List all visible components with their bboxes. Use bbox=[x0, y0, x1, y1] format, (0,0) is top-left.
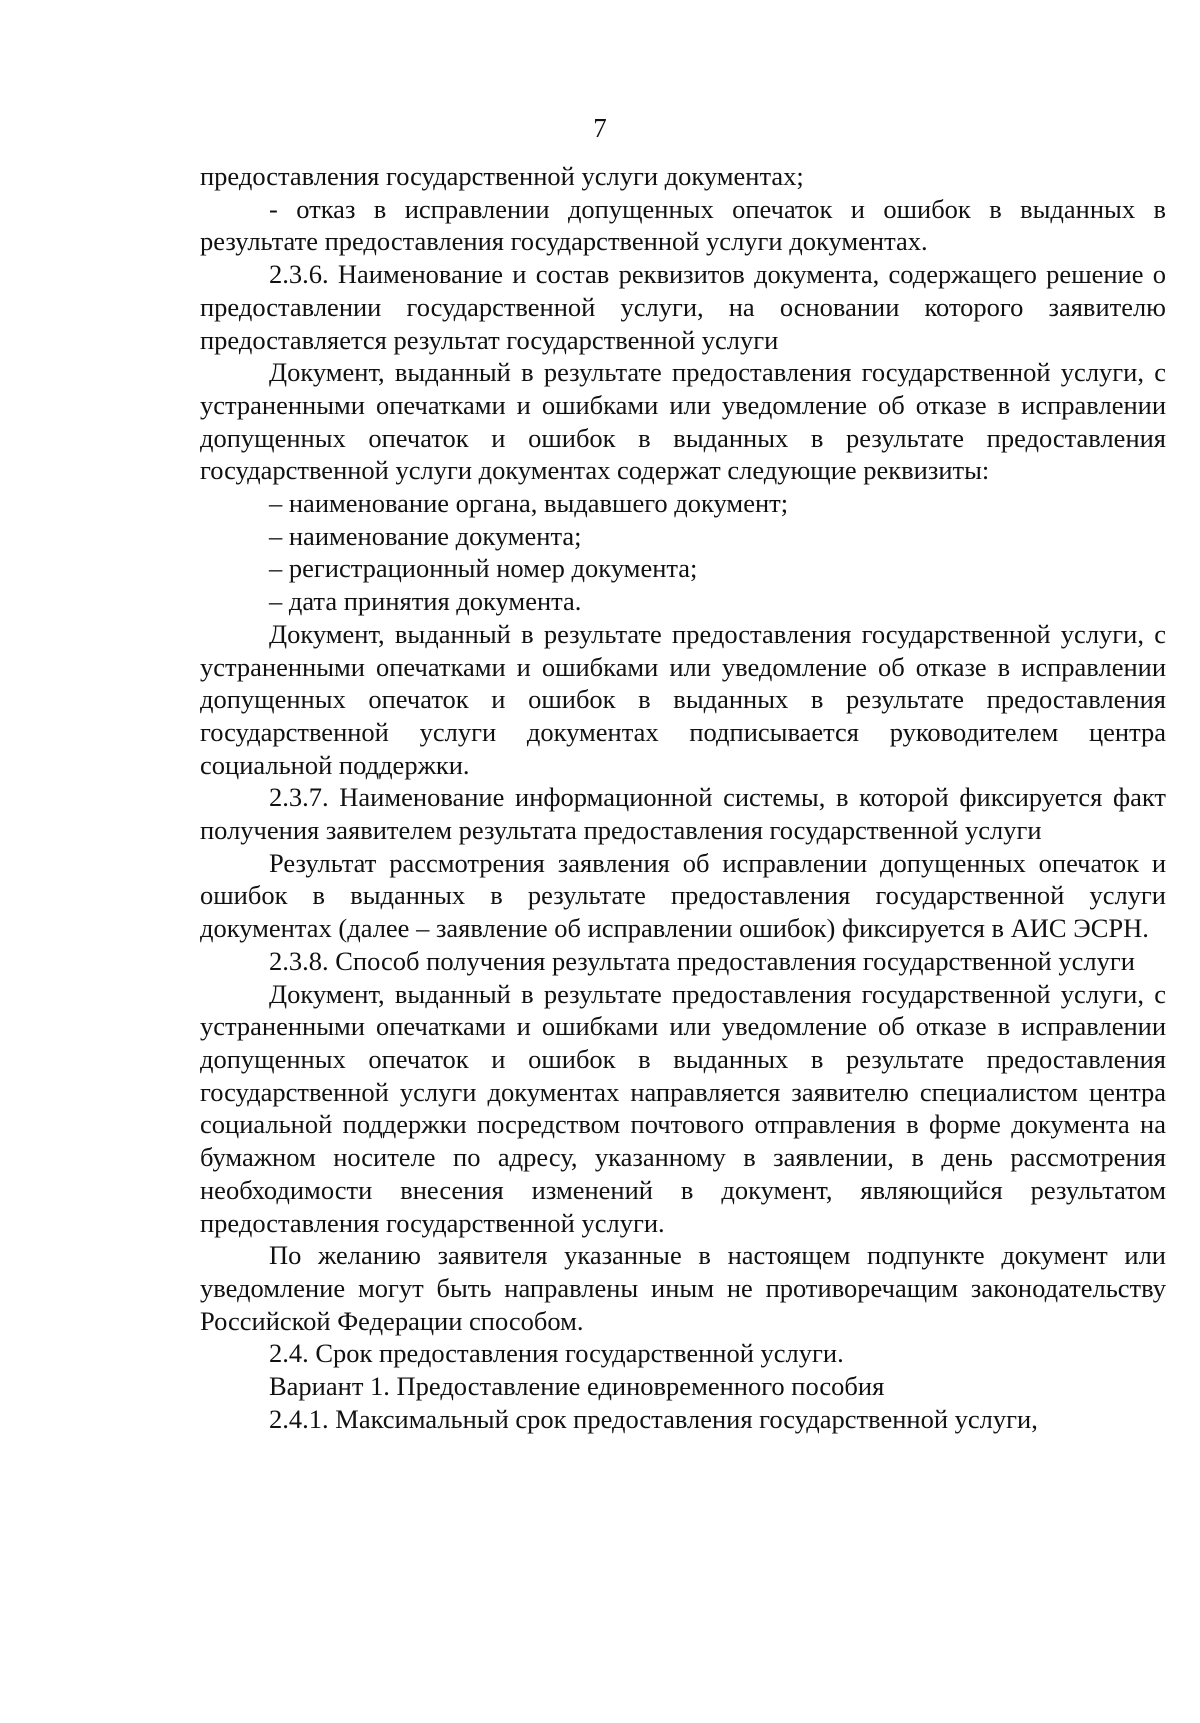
section-heading: 2.4. Срок предоставления государственной услуги. bbox=[269, 1338, 844, 1369]
paragraph: предоставления государственной услуги документах; bbox=[200, 161, 804, 191]
paragraph: Документ, выданный в результате предоставления государственной услуги, с устраненными опечатками и ошибками или уведомление об отказе в исправлении допущенных опечаток и ошибок в выданных в результате предоставления государственной услуги документах направляется заявителю специалистом центра социальной поддержки посредством почтового отправления в форме документа на бумажном носителе по адресу, указанному в заявлении, в день рассмотрения необходимости внесения изменений в документ, являющийся результатом предоставления государственной услуги. bbox=[200, 978, 1166, 1238]
paragraph: Документ, выданный в результате предоставления государственной услуги, с устраненными опечатками и ошибками или уведомление об отказе в исправлении допущенных опечаток и ошибок в выданных в результате предоставления государственной услуги документах подписывается руководителем центра социальной поддержки. bbox=[200, 618, 1166, 780]
section-heading: 2.3.6. Наименование и состав реквизитов документа, содержащего решение о предоставлении государственной услуги, на основании которого заявителю предоставляется результат государственной услуги bbox=[200, 259, 1166, 355]
document-body bbox=[200, 160, 1166, 1435]
list-item: – регистрационный номер документа; bbox=[269, 553, 698, 584]
paragraph: - отказ в исправлении допущенных опечаток и ошибок в выданных в результате предоставления государственной услуги документах. bbox=[200, 193, 1166, 257]
paragraph: По желанию заявителя указанные в настоящем подпункте документ или уведомление могут быть направлены иным не противоречащим законодательству Российской Федерации способом. bbox=[200, 1240, 1166, 1336]
paragraph: 2.4.1. Максимальный срок предоставления государственной услуги, bbox=[269, 1403, 1038, 1434]
list-item: – наименование документа; bbox=[269, 520, 582, 551]
page-number: 7 bbox=[593, 113, 607, 143]
paragraph: Документ, выданный в результате предоставления государственной услуги, с устраненными опечатками и ошибками или уведомление об отказе в исправлении допущенных опечаток и ошибок в выданных в результате предоставления государственной услуги документах содержат следующие реквизиты: bbox=[200, 357, 1166, 486]
list-item: – наименование органа, выдавшего документ; bbox=[269, 488, 789, 519]
list-item: – дата принятия документа. bbox=[269, 586, 582, 617]
section-heading: 2.3.8. Способ получения результата предоставления государственной услуги bbox=[269, 945, 1135, 976]
section-heading: 2.3.7. Наименование информационной системы, в которой фиксируется факт получения заявителем результата предоставления государственной услуги bbox=[200, 782, 1166, 846]
paragraph: Вариант 1. Предоставление единовременного пособия bbox=[269, 1371, 885, 1402]
paragraph: Результат рассмотрения заявления об исправлении допущенных опечаток и ошибок в выданных в результате предоставления государственной услуги документах (далее – заявление об исправлении ошибок) фиксируется в АИС ЭСРН. bbox=[200, 847, 1166, 944]
